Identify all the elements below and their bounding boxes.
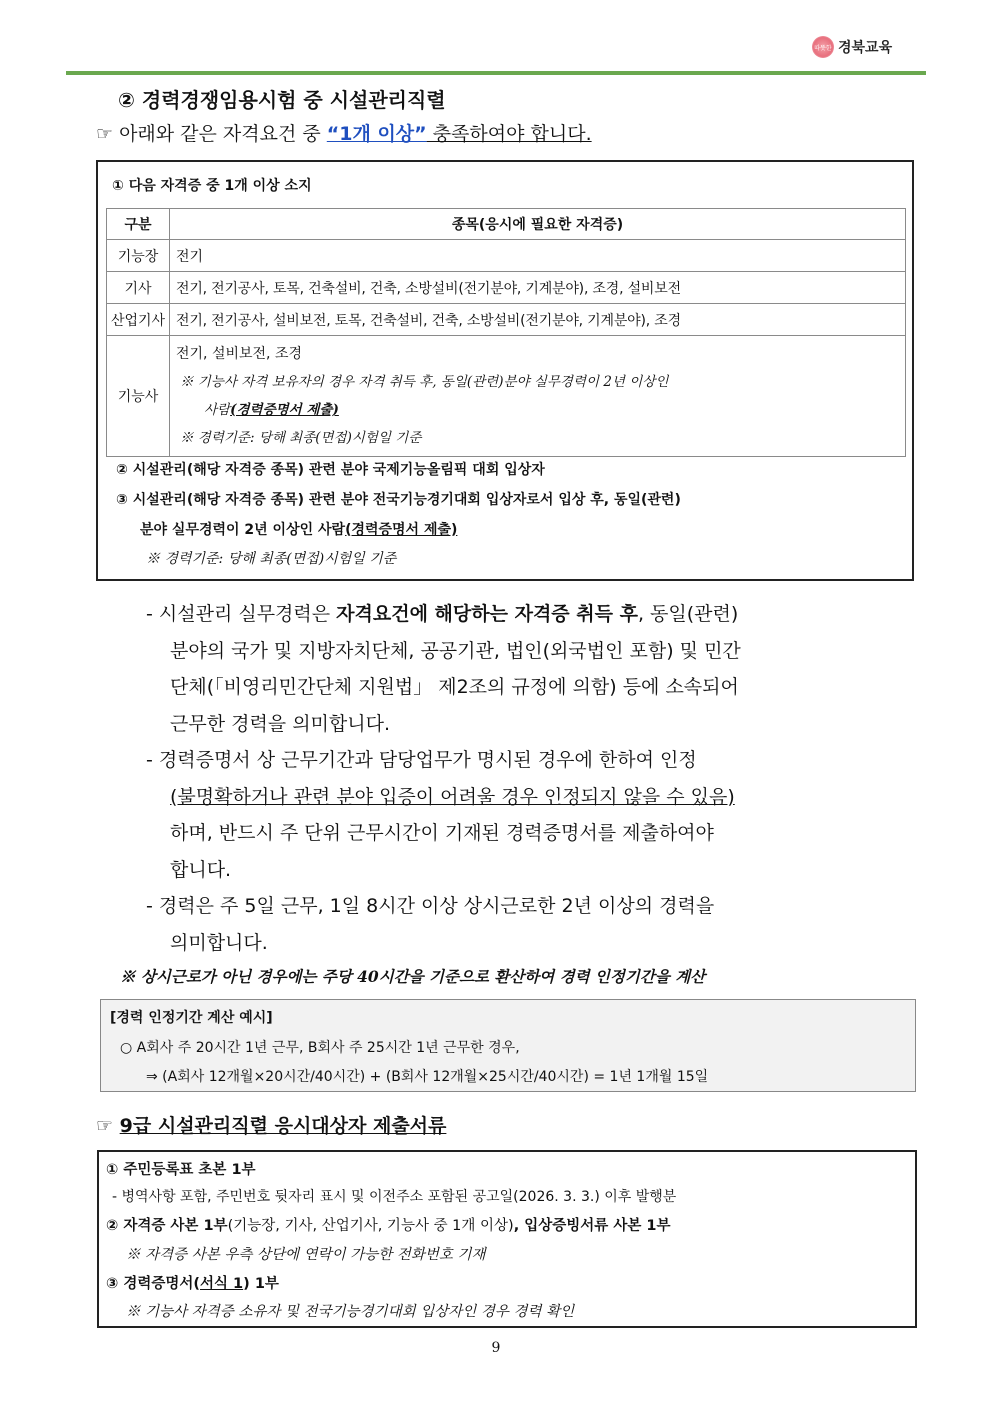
example-title: [경력 인정기간 계산 예시] xyxy=(110,1010,273,1026)
doc-item-2 xyxy=(106,1214,671,1235)
row-text: 전기, 설비보전, 조경 xyxy=(176,346,302,362)
qualification-item-3-cont xyxy=(140,519,457,539)
conversion-warning: ※ 상시근로가 아닌 경우에는 주당 40시간을 기준으로 환산하여 경력 인정기간을 계산 xyxy=(120,967,706,986)
para-line: 분야의 국가 및 지방자치단체, 공공기관, 법인(외국법인 포함) 및 민간 xyxy=(170,639,741,662)
table-row xyxy=(107,336,906,457)
para-text: (불명확하거나 관련 분야 입증이 어려울 경우 인정되지 않을 수 있음) xyxy=(170,785,735,808)
table-row xyxy=(107,240,906,272)
experience-paragraph-2 xyxy=(146,742,906,888)
qualification-title: ① 다음 자격증 중 1개 이상 소지 xyxy=(112,178,312,194)
logo-small-text: 따뜻한 xyxy=(814,44,832,52)
note-prefix: ☞ 아래와 같은 자격요건 중 xyxy=(96,123,327,145)
table-header-items: 종목(응시에 필요한 자격증) xyxy=(170,209,906,240)
note-highlight: “1개 이상” xyxy=(326,123,427,145)
docs-prefix: ☞ xyxy=(96,1115,120,1137)
para-line xyxy=(146,596,906,633)
doc-item-3-form: 서식 1 xyxy=(200,1276,244,1292)
experience-paragraph-1 xyxy=(146,596,906,742)
certificate-table xyxy=(106,208,906,457)
note-suffix: 충족하여야 합니다. xyxy=(426,123,592,145)
documents-title xyxy=(96,1111,446,1138)
qualification-item-2: ② 시설관리(해당 자격증 종목) 관련 분야 국제기능올림픽 대회 입상자 xyxy=(116,462,545,478)
header-divider xyxy=(66,71,926,75)
row-category: 기사 xyxy=(107,272,170,304)
item3-proof: (경력증명서 제출) xyxy=(345,522,458,538)
qualification-note: ※ 경력기준: 당해 최종(면접)시험일 기준 xyxy=(146,551,397,567)
example-line-1: ○ A회사 주 20시간 1년 근무, B회사 주 25시간 1년 근무한 경우, xyxy=(120,1040,520,1056)
table-row xyxy=(107,304,906,336)
header-logo xyxy=(812,34,892,60)
qualification-item-3: ③ 시설관리(해당 자격증 종목) 관련 분야 전국기능경기대회 입상자로서 입상 후, 동일(관련) xyxy=(116,492,681,508)
logo-text: 경북교육 xyxy=(838,40,893,56)
para-text: - 시설관리 실무경력은 xyxy=(146,603,337,625)
doc-item-2-detail: (기능장, 기사, 산업기사, 기능사 중 1개 이상) xyxy=(227,1218,514,1234)
docs-title-text: 9급 시설관리직렬 응시대상자 제출서류 xyxy=(119,1115,447,1137)
table-row xyxy=(107,272,906,304)
doc-item-3-note: ※ 기능사 자격증 소유자 및 전국기능경기대회 입상자인 경우 경력 확인 xyxy=(126,1304,575,1320)
doc-item-1-note: - 병역사항 포함, 주민번호 뒷자리 표시 및 이전주소 포함된 공고일(2026. 3. 3.) 이후 발행분 xyxy=(112,1189,677,1205)
row-text: 전기, 전기공사, 설비보전, 토목, 건축설비, 건축, 소방설비(전기분야, 기계분야), 조경 xyxy=(170,304,906,336)
doc-item-2-extra: , 입상증빙서류 사본 1부 xyxy=(513,1218,671,1234)
row-note-person: 사람 xyxy=(204,402,231,418)
item3-text: 분야 실무경력이 2년 이상인 사람 xyxy=(140,522,346,538)
doc-item-2-title: ② 자격증 사본 1부 xyxy=(106,1218,228,1234)
para-line: - 경력은 주 5일 근무, 1일 8시간 이상 상시근로한 2년 이상의 경력을 xyxy=(146,895,715,917)
para-line: 하며, 반드시 주 단위 근무시간이 기재된 경력증명서를 제출하여야 xyxy=(170,822,714,844)
para-line: 단체(「비영리민간단체 지원법」 제2조의 규정에 의함) 등에 소속되어 xyxy=(170,676,739,698)
row-note-proof: (경력증명서 제출) xyxy=(230,402,339,418)
para-line: 근무한 경력을 의미합니다. xyxy=(170,712,391,735)
doc-item-3-title: ③ 경력증명서( xyxy=(106,1276,200,1292)
row-note-cont xyxy=(176,396,899,424)
row-category: 산업기사 xyxy=(107,304,170,336)
experience-paragraph-3 xyxy=(146,888,906,961)
para-text: , 동일(관련) xyxy=(637,603,739,625)
para-line-underlined xyxy=(146,779,906,816)
para-line: - 경력증명서 상 근무기간과 담당업무가 명시된 경우에 한하여 인정 xyxy=(146,749,697,771)
row-detail xyxy=(170,336,906,457)
para-bold: 자격요건에 해당하는 자격증 취득 후 xyxy=(336,603,638,625)
doc-item-3-count: ) 1부 xyxy=(243,1276,279,1292)
row-note: ※ 기능사 자격 보유자의 경우 자격 취득 후, 동일(관련)분야 실무경력이 2년 이상인 xyxy=(180,374,669,390)
example-line-2: ⇒ (A회사 12개월×20시간/40시간) + (B회사 12개월×25시간/40시간) = 1년 1개월 15일 xyxy=(146,1069,709,1085)
row-text: 전기, 전기공사, 토목, 건축설비, 건축, 소방설비(전기분야, 기계분야), 조경, 설비보전 xyxy=(170,272,906,304)
doc-item-1: ① 주민등록표 초본 1부 xyxy=(106,1162,256,1178)
para-line: 합니다. xyxy=(170,858,232,881)
para-line: 의미합니다. xyxy=(170,931,268,954)
section-title: ② 경력경쟁임용시험 중 시설관리직렬 xyxy=(118,88,446,112)
row-category: 기능장 xyxy=(107,240,170,272)
table-header-category: 구분 xyxy=(107,209,170,240)
row-category: 기능사 xyxy=(107,336,170,457)
page-number: 9 xyxy=(491,1340,501,1356)
doc-item-3 xyxy=(106,1272,279,1293)
logo-emblem-icon xyxy=(812,36,834,58)
requirement-note xyxy=(96,119,592,146)
row-note-standard: ※ 경력기준: 당해 최종(면접)시험일 기준 xyxy=(180,430,422,446)
doc-item-2-note: ※ 자격증 사본 우측 상단에 연락이 가능한 전화번호 기재 xyxy=(126,1247,486,1263)
row-text: 전기 xyxy=(170,240,906,272)
